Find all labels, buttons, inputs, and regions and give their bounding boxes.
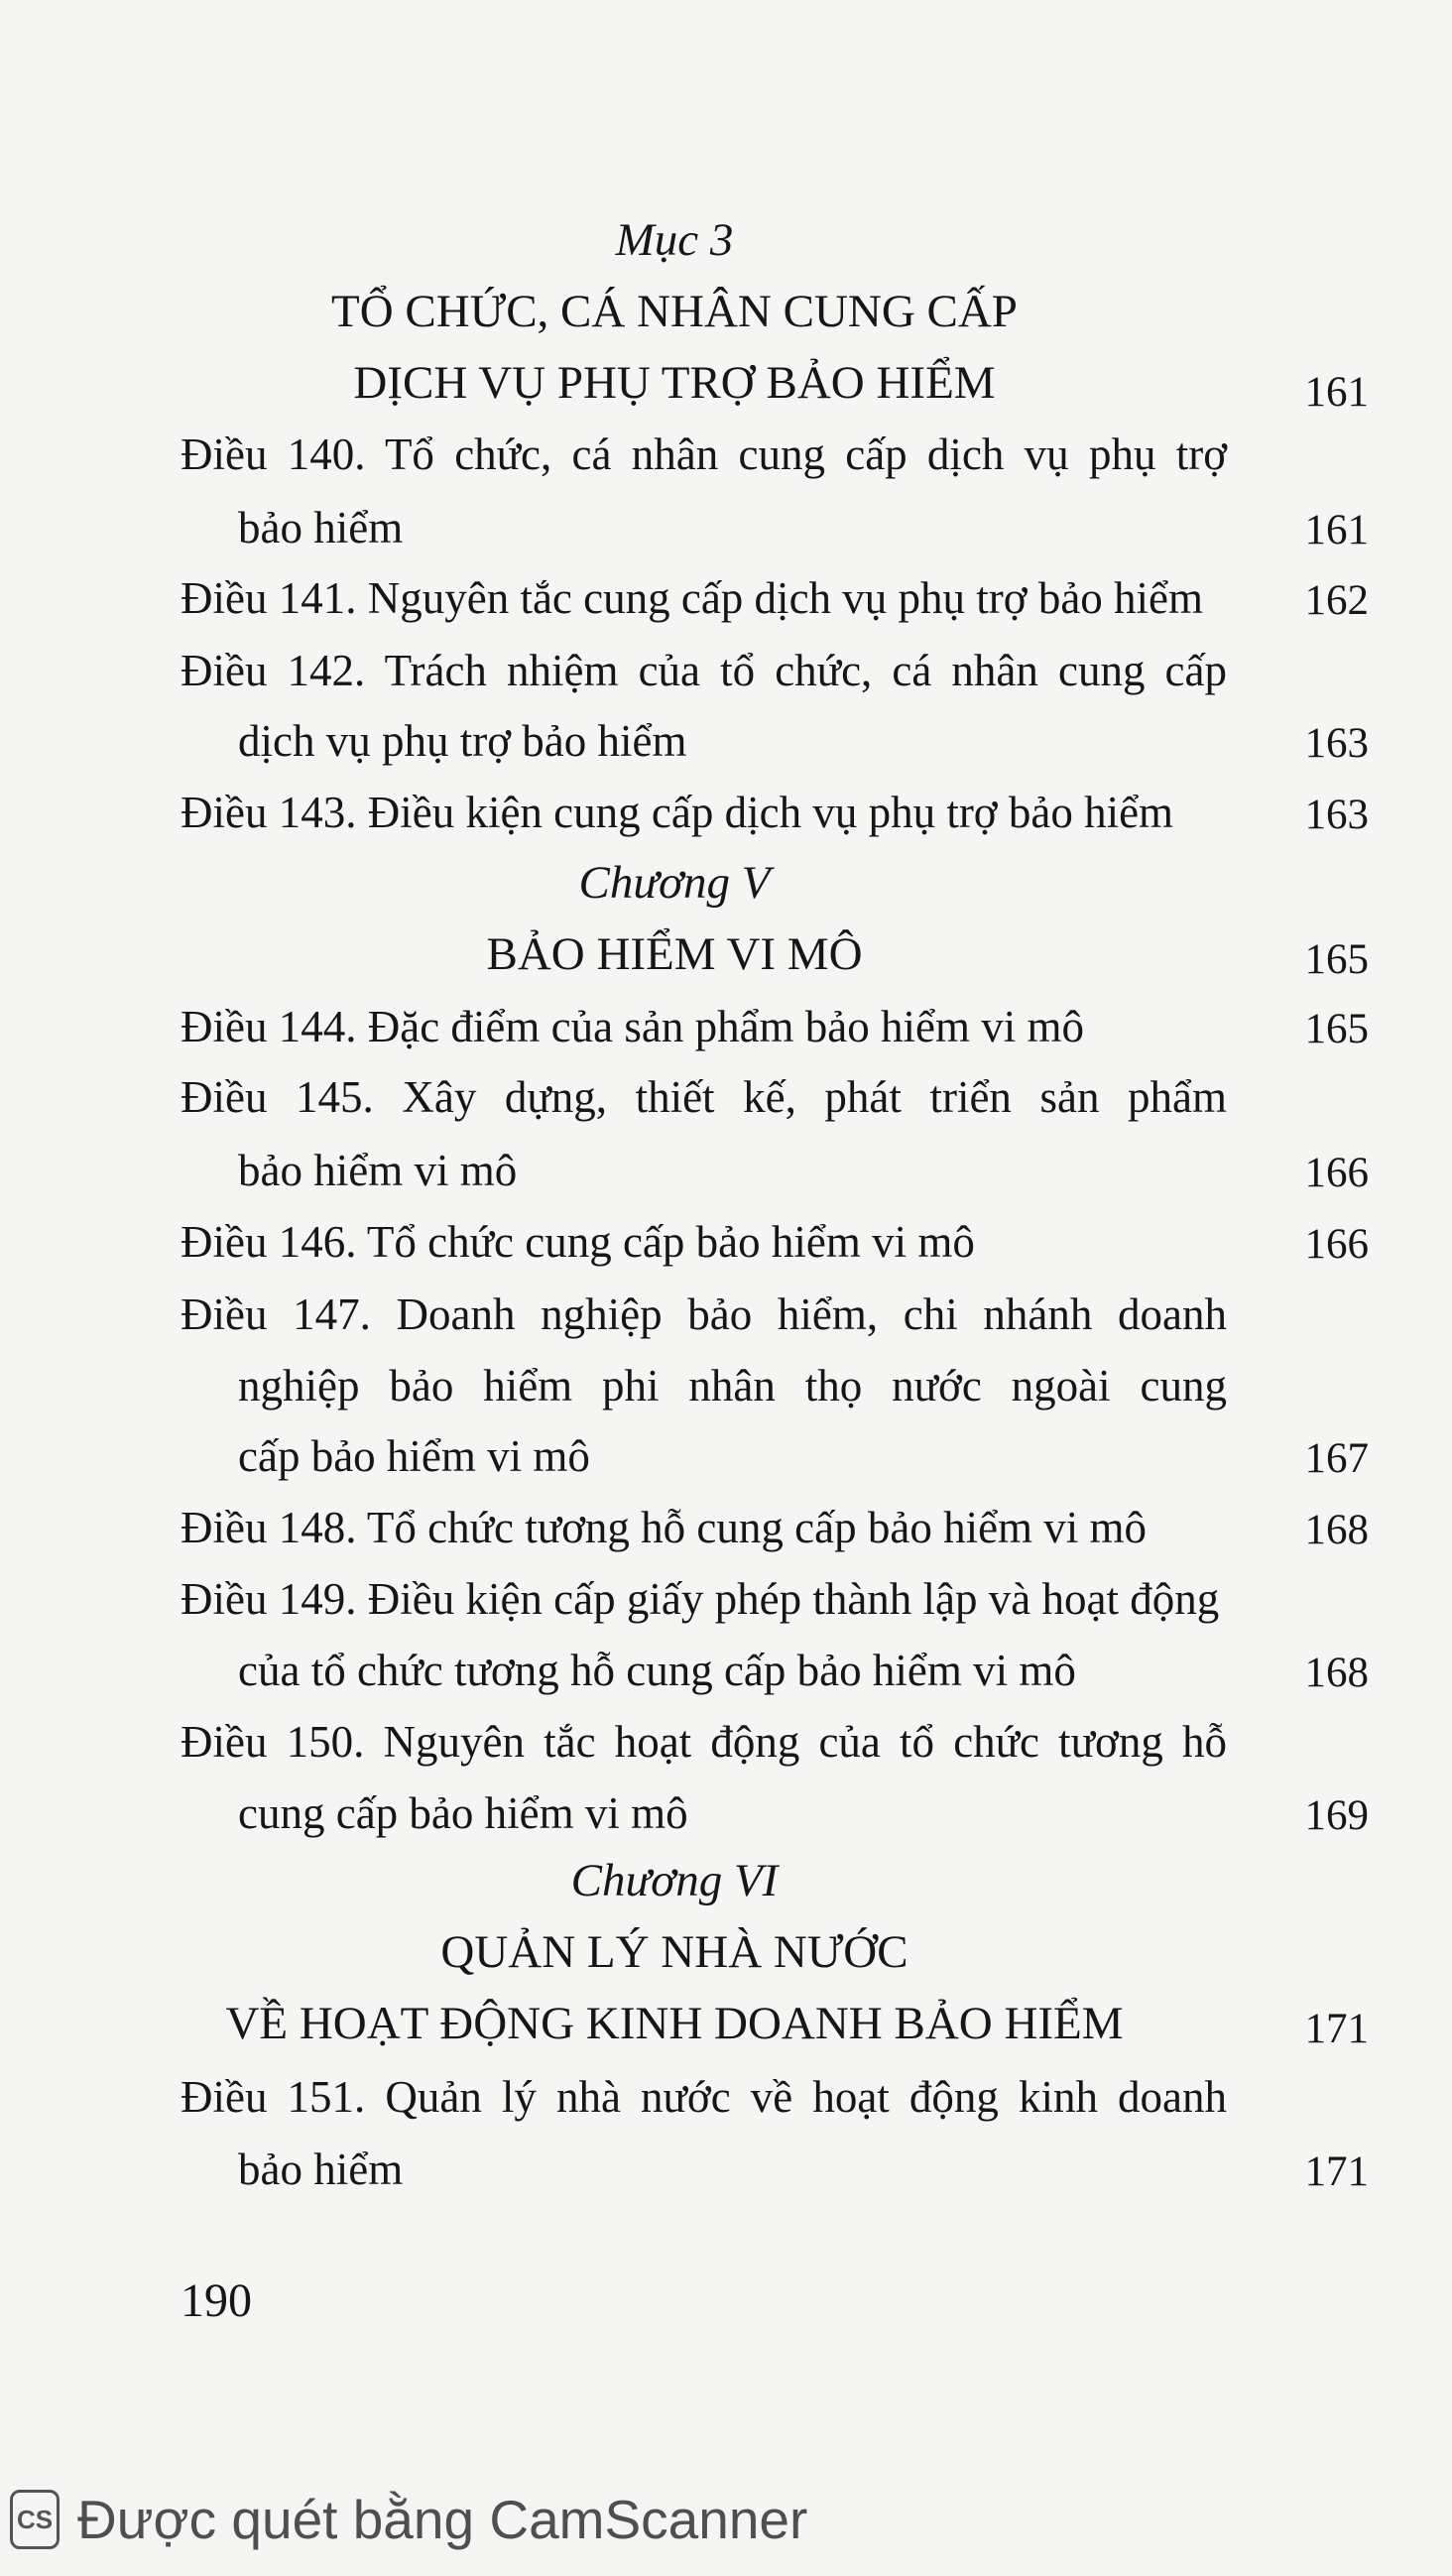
chapter5-label: Chương V xyxy=(578,857,771,909)
toc-entry-142-line2: dịch vụ phụ trợ bảo hiểm xyxy=(238,716,687,766)
chapter5-page-number: 165 xyxy=(1304,936,1369,983)
toc-entry-140-line1: Điều 140. Tổ chức, cá nhân cung cấp dịch vụ phụ trợ xyxy=(181,429,1227,479)
chapter6-title-line2: VỀ HOẠT ĐỘNG KINH DOANH BẢO HIỂM xyxy=(225,1998,1124,2049)
chapter6-page-number: 171 xyxy=(1304,2006,1369,2052)
toc-entry-140-page: 161 xyxy=(1304,507,1369,553)
toc-entry-149-line1: Điều 149. Điều kiện cấp giấy phép thành lập và hoạt động xyxy=(181,1574,1220,1624)
camscanner-watermark xyxy=(10,2485,807,2554)
toc-entry-143-page: 163 xyxy=(1304,792,1369,838)
toc-entry-149-line2: của tổ chức tương hỗ cung cấp bảo hiểm vi mô xyxy=(238,1646,1076,1695)
camscanner-logo-icon: CS xyxy=(10,2490,60,2549)
toc-entry-151-line1: Điều 151. Quản lý nhà nước về hoạt động kinh doanh xyxy=(181,2072,1227,2122)
toc-entry-148-line1: Điều 148. Tổ chức tương hỗ cung cấp bảo hiểm vi mô xyxy=(181,1503,1148,1552)
section-title-line1: TỔ CHỨC, CÁ NHÂN CUNG CẤP xyxy=(331,286,1018,337)
section-page-number: 161 xyxy=(1304,369,1369,416)
chapter6-title-line1: QUẢN LÝ NHÀ NƯỚC xyxy=(440,1926,908,1978)
toc-entry-145-page: 166 xyxy=(1304,1150,1369,1196)
section-title-line2: DỊCH VỤ PHỤ TRỢ BẢO HIỂM xyxy=(353,357,996,409)
toc-entry-149-page: 168 xyxy=(1304,1650,1369,1696)
toc-entry-147-line1: Điều 147. Doanh nghiệp bảo hiểm, chi nhánh doanh xyxy=(181,1289,1227,1339)
folio-page-number: 190 xyxy=(181,2274,252,2327)
toc-entry-146-line1: Điều 146. Tổ chức cung cấp bảo hiểm vi mô xyxy=(181,1217,975,1267)
toc-entry-151-line2: bảo hiểm xyxy=(238,2145,404,2194)
chapter6-label: Chương VI xyxy=(570,1855,779,1906)
toc-entry-147-line3: cấp bảo hiểm vi mô xyxy=(238,1431,590,1481)
toc-entry-144-line1: Điều 144. Đặc điểm của sản phẩm bảo hiểm vi mô xyxy=(181,1002,1085,1051)
toc-entry-145-line1: Điều 145. Xây dựng, thiết kế, phát triển sản phẩm xyxy=(181,1072,1227,1122)
toc-entry-141-page: 162 xyxy=(1304,577,1369,624)
watermark-text: Được quét bằng CamScanner xyxy=(77,2489,808,2550)
toc-entry-140-line2: bảo hiểm xyxy=(238,503,404,552)
toc-entry-150-page: 169 xyxy=(1304,1792,1369,1839)
toc-entry-143-line1: Điều 143. Điều kiện cung cấp dịch vụ phụ trợ bảo hiểm xyxy=(181,788,1174,837)
section-label: Mục 3 xyxy=(615,214,734,266)
toc-entry-150-line1: Điều 150. Nguyên tắc hoạt động của tổ chức tương hỗ xyxy=(181,1717,1227,1767)
toc-entry-145-line2: bảo hiểm vi mô xyxy=(238,1146,518,1195)
toc-entry-141-line1: Điều 141. Nguyên tắc cung cấp dịch vụ phụ trợ bảo hiểm xyxy=(181,573,1204,623)
toc-entry-150-line2: cung cấp bảo hiểm vi mô xyxy=(238,1788,688,1838)
toc-entry-142-line1: Điều 142. Trách nhiệm của tổ chức, cá nhân cung cấp xyxy=(181,646,1227,695)
toc-entry-147-line2: nghiệp bảo hiểm phi nhân thọ nước ngoài cung xyxy=(238,1361,1227,1411)
toc-entry-151-page: 171 xyxy=(1304,2148,1369,2195)
toc-entry-148-page: 168 xyxy=(1304,1507,1369,1553)
toc-entry-147-page: 167 xyxy=(1304,1435,1369,1482)
chapter5-title: BẢO HIỂM VI MÔ xyxy=(486,928,863,980)
toc-entry-146-page: 166 xyxy=(1304,1221,1369,1268)
toc-entry-142-page: 163 xyxy=(1304,720,1369,767)
toc-entry-144-page: 165 xyxy=(1304,1006,1369,1052)
